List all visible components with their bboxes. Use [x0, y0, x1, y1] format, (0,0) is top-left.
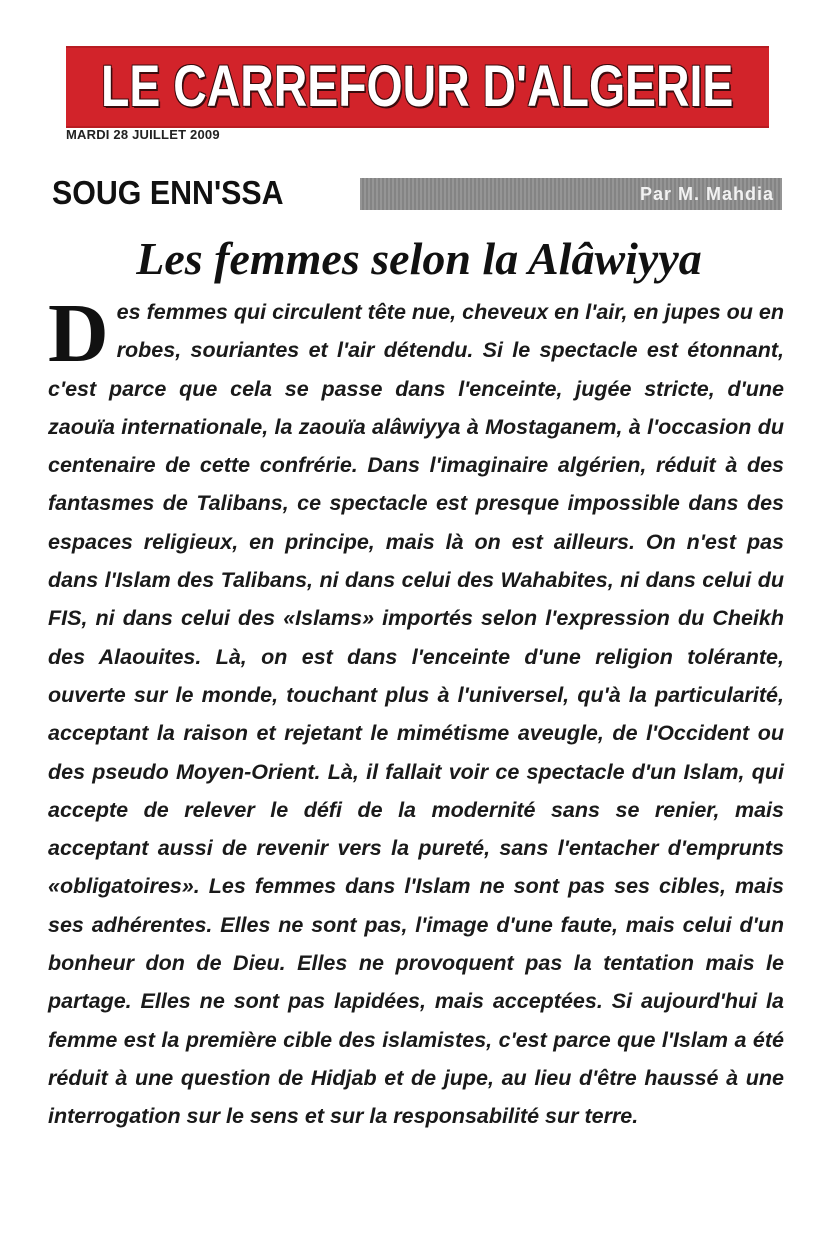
column-rubric: SOUG ENN'SSA [52, 174, 284, 211]
article-body [48, 287, 784, 1136]
publication-date: MARDI 28 JUILLET 2009 [66, 127, 220, 142]
article-body-text: es femmes qui circulent tête nue, cheveux en l'air, en jupes ou en robes, souriantes et l'air détendu. Si le spectacle est étonnant, c'est parce que cela se passe dans l'enceinte, jugée stricte, d'une zaouïa internationale, la zaouïa alâwiyya à Mostaganem, à l'occasion du centenaire de cette confrérie. Dans l'imaginaire algérien, réduit à des fantasmes de Talibans, ce spectacle est presque impossible dans des espaces religieux, en principe, mais là on est ailleurs. On n'est pas dans l'Islam des Talibans, ni dans celui des Wahabites, ni dans celui du FIS, ni dans celui des «Islams» importés selon l'expression du Cheikh des Alaouites. Là, on est dans l'enceinte d'une religion tolérante, ouverte sur le monde, touchant plus à l'universel, qu'à la particularité, acceptant la raison et rejetant le mimétisme aveugle, de l'Occident ou des pseudo Moyen-Orient. Là, il fallait voir ce spectacle d'un Islam, qui accepte de relever le défi de la modernité sans se renier, mais acceptant aussi de revenir vers la pureté, sans l'entacher d'emprunts «obligatoires». Les femmes dans l'Islam ne sont pas ses cibles, mais ses adhérentes. Elles ne sont pas, l'image d'une faute, mais celui d'un bonheur don de Dieu. Elles ne provoquent pas la tentation mais le partage. Elles ne sont pas lapidées, mais acceptées. Si aujourd'hui la femme est la première cible des islamistes, c'est parce que l'Islam a été réduit à une question de Hidjab et de jupe, au lieu d'être haussé à une interrogation sur le sens et sur la responsabilité sur terre. [48, 300, 784, 1129]
newspaper-name: LE CARREFOUR D'ALGERIE [101, 54, 734, 119]
byline: Par M. Mahdia [639, 183, 774, 204]
byline-bar [360, 178, 782, 210]
masthead [66, 46, 769, 128]
article-headline: Les femmes selon la Alâwiyya [136, 233, 702, 284]
drop-cap: D [48, 287, 109, 380]
